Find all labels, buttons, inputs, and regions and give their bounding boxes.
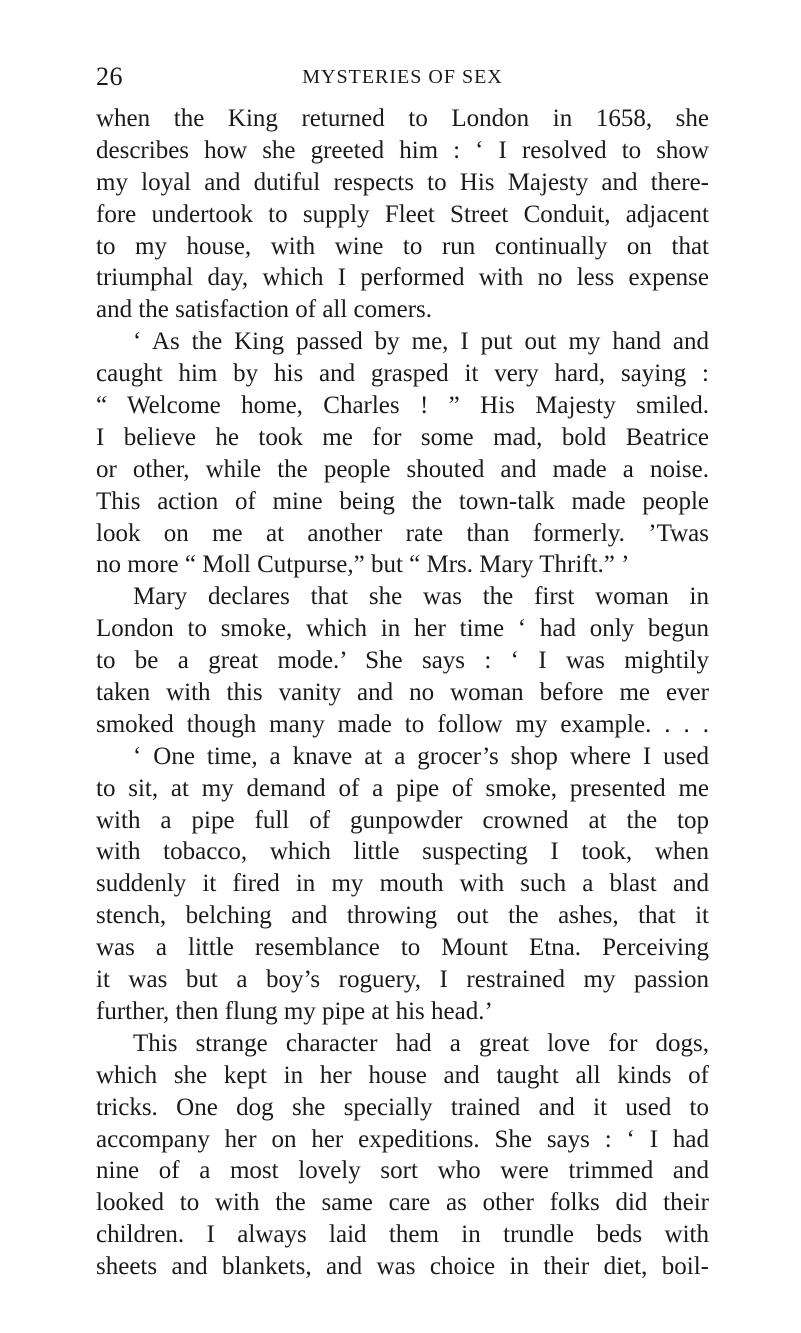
- body-text: [96, 103, 709, 1283]
- text-line: which she kept in her house and taught all kinds of: [96, 1061, 709, 1089]
- text-line: London to smoke, which in her time ‘ had only begun: [96, 615, 709, 643]
- text-line: tricks. One dog she specially trained and it used to: [96, 1093, 709, 1121]
- text-line: further, then flung my pipe at his head.’: [96, 997, 493, 1025]
- text-line: sheets and blankets, and was choice in their diet, boil-: [96, 1253, 709, 1281]
- text-line: with tobacco, which little suspecting I took, when: [96, 838, 709, 866]
- text-line: it was but a boy’s roguery, I restrained my passion: [96, 966, 709, 994]
- text-line: fore undertook to supply Fleet Street Conduit, adjacent: [96, 200, 709, 228]
- text-line: to be a great mode.’ She says : ‘ I was mightily: [96, 647, 709, 675]
- text-line: smoked though many made to follow my example. . . .: [96, 710, 709, 738]
- text-line: when the King returned to London in 1658, she: [96, 105, 709, 132]
- text-line: was a little resemblance to Mount Etna. Perceiving: [96, 934, 709, 962]
- text-line: ‘ One time, a knave at a grocer’s shop where I used: [133, 742, 709, 770]
- text-line: my loyal and dutiful respects to His Majesty and there-: [96, 168, 709, 196]
- running-title: MYSTERIES OF SEX: [302, 66, 503, 88]
- text-line: I believe he took me for some mad, bold Beatrice: [96, 423, 709, 451]
- text-line: This strange character had a great love for dogs,: [133, 1029, 709, 1057]
- text-line: triumphal day, which I performed with no less expense: [96, 264, 709, 292]
- text-line: look on me at another rate than formerly. ’Twas: [96, 519, 709, 547]
- text-line: children. I always laid them in trundle beds with: [96, 1221, 709, 1249]
- text-line: to sit, at my demand of a pipe of smoke, presented me: [96, 774, 709, 802]
- text-line: ‘ As the King passed by me, I put out my hand and: [133, 328, 709, 356]
- text-line: with a pipe full of gunpowder crowned at the top: [96, 806, 709, 834]
- text-line: “ Welcome home, Charles ! ” His Majesty smiled.: [96, 392, 709, 420]
- text-line: Mary declares that she was the first woman in: [133, 583, 709, 611]
- text-line: to my house, with wine to run continually on that: [96, 232, 709, 260]
- text-line: caught him by his and grasped it very hard, saying :: [96, 360, 709, 388]
- text-line: and the satisfaction of all comers.: [96, 296, 432, 324]
- text-line: no more “ Moll Cutpurse,” but “ Mrs. Mary Thrift.” ’: [96, 551, 630, 579]
- text-line: accompany her on her expeditions. She says : ‘ I had: [96, 1125, 709, 1153]
- page-number: 26: [96, 62, 123, 91]
- text-line: taken with this vanity and no woman before me ever: [96, 679, 709, 707]
- text-line: describes how she greeted him : ‘ I resolved to show: [96, 136, 709, 164]
- text-line: suddenly it fired in my mouth with such a blast and: [96, 870, 709, 898]
- page-header: [96, 62, 709, 96]
- text-line: This action of mine being the town-talk made people: [96, 487, 709, 515]
- text-line: looked to with the same care as other folks did their: [96, 1189, 709, 1217]
- text-line: nine of a most lovely sort who were trimmed and: [96, 1157, 709, 1185]
- text-line: stench, belching and throwing out the ashes, that it: [96, 902, 709, 930]
- text-line: or other, while the people shouted and made a noise.: [96, 455, 709, 483]
